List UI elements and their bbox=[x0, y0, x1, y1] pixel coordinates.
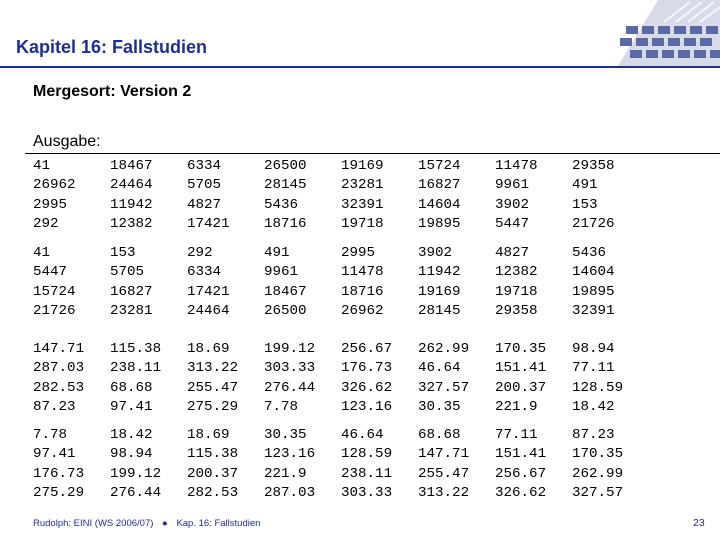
number-cell: 275.29 bbox=[187, 398, 239, 415]
output-block-1 bbox=[25, 157, 720, 234]
university-logo bbox=[618, 0, 720, 66]
number-column bbox=[487, 426, 564, 503]
number-cell: 147.71 bbox=[418, 446, 470, 463]
number-cell: 30.35 bbox=[264, 427, 307, 443]
number-cell: 200.37 bbox=[495, 379, 547, 396]
number-cell: 14604 bbox=[418, 196, 461, 213]
number-cell: 5436 bbox=[572, 245, 607, 261]
number-column bbox=[256, 157, 333, 234]
number-column bbox=[487, 244, 564, 321]
page-number: 23 bbox=[693, 517, 705, 529]
number-column bbox=[25, 157, 102, 234]
number-cell: 77.11 bbox=[495, 427, 538, 443]
number-cell: 303.33 bbox=[264, 360, 316, 377]
number-cell: 326.62 bbox=[341, 379, 393, 396]
number-cell: 32391 bbox=[572, 302, 615, 319]
slide-subtitle: Mergesort: Version 2 bbox=[33, 83, 192, 100]
number-cell: 97.41 bbox=[33, 446, 76, 463]
number-cell: 287.03 bbox=[264, 484, 316, 501]
number-cell: 97.41 bbox=[110, 398, 153, 415]
number-column bbox=[25, 244, 102, 321]
number-cell: 68.68 bbox=[110, 379, 153, 396]
output-block-4 bbox=[25, 426, 720, 503]
number-cell: 19718 bbox=[341, 215, 384, 232]
number-cell: 19169 bbox=[418, 283, 461, 300]
number-column bbox=[410, 426, 487, 503]
number-column bbox=[410, 157, 487, 234]
number-cell: 5447 bbox=[33, 264, 68, 281]
number-cell: 2995 bbox=[33, 196, 68, 213]
number-column bbox=[487, 157, 564, 234]
number-cell: 41 bbox=[33, 158, 51, 174]
number-cell: 68.68 bbox=[418, 427, 461, 443]
number-cell: 151.41 bbox=[495, 446, 547, 463]
number-cell: 46.64 bbox=[418, 360, 461, 377]
number-cell: 326.62 bbox=[495, 484, 547, 501]
number-cell: 262.99 bbox=[572, 465, 624, 482]
number-cell: 19718 bbox=[495, 283, 538, 300]
number-cell: 23281 bbox=[341, 177, 384, 194]
number-cell: 19895 bbox=[418, 215, 461, 232]
number-cell: 87.23 bbox=[33, 398, 76, 415]
number-cell: 5447 bbox=[495, 215, 530, 232]
number-cell: 18467 bbox=[264, 283, 307, 300]
number-cell: 46.64 bbox=[341, 427, 384, 443]
number-cell: 491 bbox=[264, 245, 290, 261]
number-column bbox=[333, 244, 410, 321]
number-cell: 11942 bbox=[110, 196, 153, 213]
number-cell: 18.69 bbox=[187, 427, 230, 443]
number-cell: 303.33 bbox=[341, 484, 393, 501]
number-cell: 176.73 bbox=[341, 360, 393, 377]
number-cell: 491 bbox=[572, 177, 598, 194]
number-cell: 16827 bbox=[418, 177, 461, 194]
number-cell: 28145 bbox=[264, 177, 307, 194]
number-cell: 18.42 bbox=[110, 427, 153, 443]
number-column bbox=[25, 426, 102, 503]
number-cell: 19169 bbox=[341, 158, 384, 174]
number-cell: 77.11 bbox=[572, 360, 615, 377]
number-cell: 26500 bbox=[264, 158, 307, 174]
number-cell: 32391 bbox=[341, 196, 384, 213]
number-cell: 4827 bbox=[495, 245, 530, 261]
number-cell: 5705 bbox=[110, 264, 145, 281]
number-cell: 4827 bbox=[187, 196, 222, 213]
number-cell: 41 bbox=[33, 245, 51, 261]
number-cell: 14604 bbox=[572, 264, 615, 281]
number-cell: 18716 bbox=[264, 215, 307, 232]
number-cell: 123.16 bbox=[264, 446, 316, 463]
number-column bbox=[333, 426, 410, 503]
number-cell: 327.57 bbox=[418, 379, 470, 396]
number-column bbox=[179, 244, 256, 321]
number-cell: 12382 bbox=[495, 264, 538, 281]
number-cell: 282.53 bbox=[33, 379, 85, 396]
header-divider bbox=[0, 66, 720, 68]
number-cell: 170.35 bbox=[495, 341, 547, 357]
footer-author: Rudolph: EINI (WS 2006/07) bbox=[33, 518, 154, 529]
number-cell: 26962 bbox=[33, 177, 76, 194]
number-cell: 153 bbox=[110, 245, 136, 261]
output-label: Ausgabe: bbox=[33, 133, 101, 150]
number-cell: 11942 bbox=[418, 264, 461, 281]
number-cell: 282.53 bbox=[187, 484, 239, 501]
number-column bbox=[487, 340, 564, 417]
number-cell: 17421 bbox=[187, 215, 230, 232]
number-column bbox=[179, 157, 256, 234]
number-column bbox=[333, 157, 410, 234]
number-cell: 115.38 bbox=[187, 446, 239, 463]
number-cell: 9961 bbox=[264, 264, 299, 281]
number-column bbox=[410, 340, 487, 417]
number-cell: 15724 bbox=[418, 158, 461, 174]
number-column bbox=[564, 426, 641, 503]
number-cell: 238.11 bbox=[110, 360, 162, 377]
number-cell: 200.37 bbox=[187, 465, 239, 482]
number-cell: 6334 bbox=[187, 158, 222, 174]
number-column bbox=[256, 244, 333, 321]
number-cell: 255.47 bbox=[418, 465, 470, 482]
number-cell: 19895 bbox=[572, 283, 615, 300]
number-cell: 12382 bbox=[110, 215, 153, 232]
number-cell: 176.73 bbox=[33, 465, 85, 482]
number-column bbox=[256, 340, 333, 417]
number-cell: 18716 bbox=[341, 283, 384, 300]
number-cell: 18.42 bbox=[572, 398, 615, 415]
number-cell: 28145 bbox=[418, 302, 461, 319]
number-cell: 5436 bbox=[264, 196, 299, 213]
number-cell: 115.38 bbox=[110, 341, 162, 357]
output-block-2 bbox=[25, 244, 720, 321]
number-cell: 262.99 bbox=[418, 341, 470, 357]
number-cell: 98.94 bbox=[110, 446, 153, 463]
number-column bbox=[564, 244, 641, 321]
number-cell: 17421 bbox=[187, 283, 230, 300]
number-cell: 30.35 bbox=[418, 398, 461, 415]
number-cell: 313.22 bbox=[187, 360, 239, 377]
number-column bbox=[102, 157, 179, 234]
number-cell: 276.44 bbox=[264, 379, 316, 396]
footer-separator: ● bbox=[162, 518, 168, 529]
number-cell: 87.23 bbox=[572, 427, 615, 443]
number-cell: 24464 bbox=[187, 302, 230, 319]
number-cell: 256.67 bbox=[495, 465, 547, 482]
footer bbox=[33, 518, 260, 529]
output-divider bbox=[25, 153, 720, 154]
number-column bbox=[333, 340, 410, 417]
number-cell: 199.12 bbox=[264, 341, 316, 357]
number-column bbox=[179, 340, 256, 417]
number-cell: 29358 bbox=[572, 158, 615, 174]
number-cell: 11478 bbox=[341, 264, 384, 281]
number-cell: 255.47 bbox=[187, 379, 239, 396]
number-cell: 21726 bbox=[572, 215, 615, 232]
number-column bbox=[102, 244, 179, 321]
number-cell: 26500 bbox=[264, 302, 307, 319]
number-column bbox=[256, 426, 333, 503]
number-column bbox=[179, 426, 256, 503]
page-title: Kapitel 16: Fallstudien bbox=[16, 37, 208, 57]
number-cell: 2995 bbox=[341, 245, 376, 261]
number-cell: 11478 bbox=[495, 158, 538, 174]
number-column bbox=[564, 157, 641, 234]
number-cell: 327.57 bbox=[572, 484, 624, 501]
number-cell: 9961 bbox=[495, 177, 530, 194]
number-cell: 18.69 bbox=[187, 341, 230, 357]
number-cell: 287.03 bbox=[33, 360, 85, 377]
number-cell: 6334 bbox=[187, 264, 222, 281]
number-cell: 199.12 bbox=[110, 465, 162, 482]
number-column bbox=[410, 244, 487, 321]
number-cell: 292 bbox=[33, 215, 59, 232]
number-column bbox=[102, 340, 179, 417]
number-cell: 15724 bbox=[33, 283, 76, 300]
number-cell: 292 bbox=[187, 245, 213, 261]
number-cell: 128.59 bbox=[341, 446, 393, 463]
number-cell: 18467 bbox=[110, 158, 153, 174]
number-column bbox=[564, 340, 641, 417]
number-cell: 147.71 bbox=[33, 341, 85, 357]
number-cell: 128.59 bbox=[572, 379, 624, 396]
number-cell: 26962 bbox=[341, 302, 384, 319]
number-cell: 3902 bbox=[418, 245, 453, 261]
number-cell: 5705 bbox=[187, 177, 222, 194]
number-cell: 3902 bbox=[495, 196, 530, 213]
number-cell: 23281 bbox=[110, 302, 153, 319]
number-cell: 7.78 bbox=[33, 427, 68, 443]
output-block-3 bbox=[25, 340, 720, 417]
number-cell: 7.78 bbox=[264, 398, 299, 415]
number-cell: 21726 bbox=[33, 302, 76, 319]
number-cell: 256.67 bbox=[341, 341, 393, 357]
number-cell: 170.35 bbox=[572, 446, 624, 463]
number-column bbox=[102, 426, 179, 503]
number-cell: 238.11 bbox=[341, 465, 393, 482]
number-cell: 151.41 bbox=[495, 360, 547, 377]
number-cell: 153 bbox=[572, 196, 598, 213]
number-cell: 221.9 bbox=[495, 398, 538, 415]
number-cell: 16827 bbox=[110, 283, 153, 300]
number-cell: 221.9 bbox=[264, 465, 307, 482]
number-cell: 98.94 bbox=[572, 341, 615, 357]
footer-chapter: Kap. 16: Fallstudien bbox=[176, 518, 261, 529]
number-cell: 123.16 bbox=[341, 398, 393, 415]
number-cell: 313.22 bbox=[418, 484, 470, 501]
number-cell: 276.44 bbox=[110, 484, 162, 501]
number-cell: 29358 bbox=[495, 302, 538, 319]
number-cell: 24464 bbox=[110, 177, 153, 194]
number-column bbox=[25, 340, 102, 417]
number-cell: 275.29 bbox=[33, 484, 85, 501]
